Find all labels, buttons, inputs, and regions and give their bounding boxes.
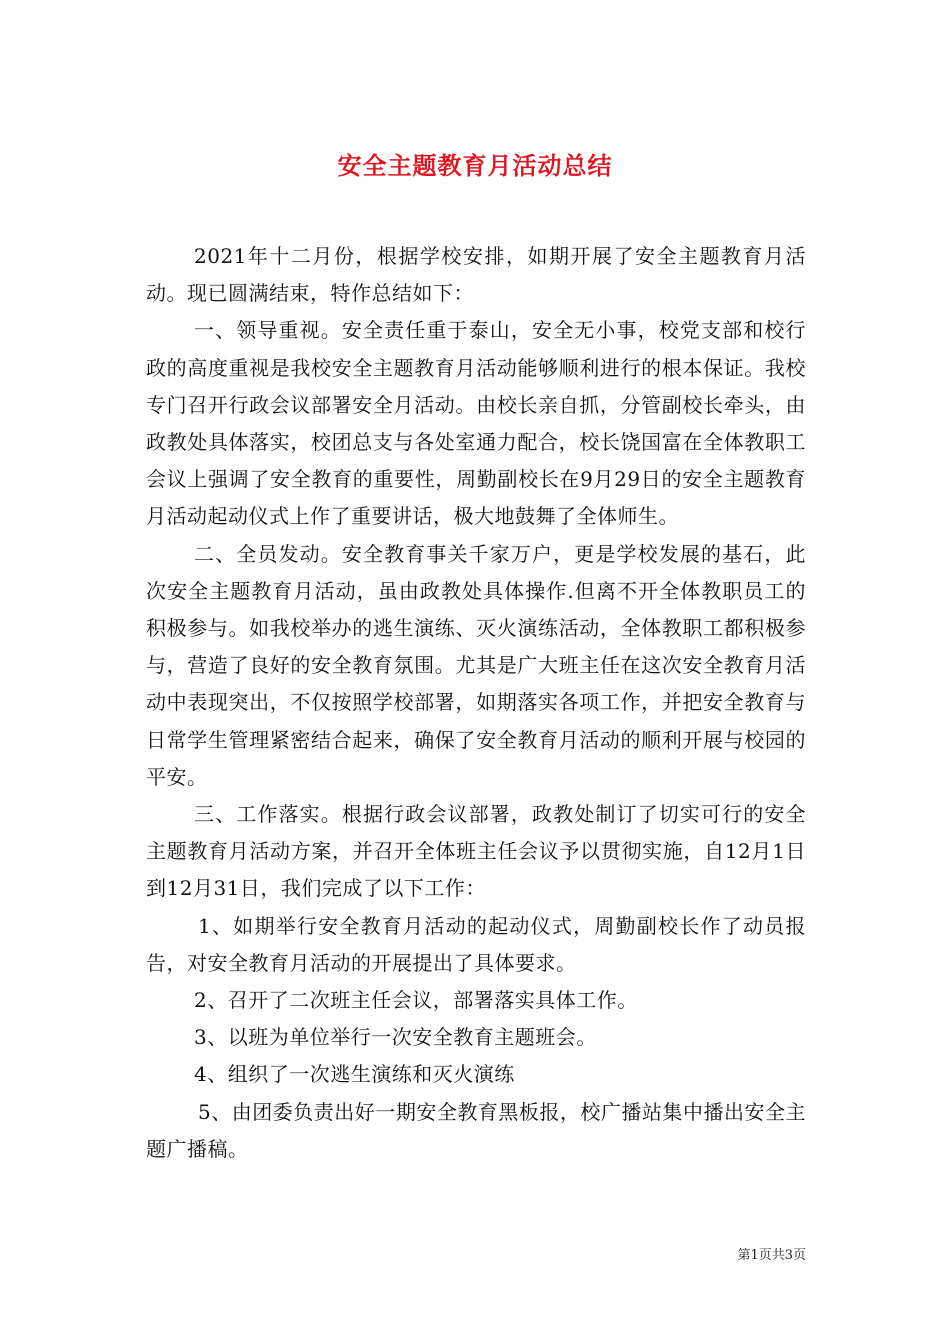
list-item-2: 2、召开了二次班主任会议，部署落实具体工作。 bbox=[194, 988, 638, 1013]
document-body bbox=[146, 238, 806, 1168]
paragraph-section-3: 三、工作落实。根据行政会议部署，政教处制订了切实可行的安全主题教育月活动方案，并召开全体班主任会议予以贯彻实施，自12月1日到12月31日，我们完成了以下工作： bbox=[146, 802, 806, 901]
list-item-3: 3、以班为单位举行一次安全教育主题班会。 bbox=[194, 1025, 597, 1050]
paragraph-section-1: 一、领导重视。安全责任重于泰山，安全无小事，校党支部和校行政的高度重视是我校安全主题教育月活动能够顺利进行的根本保证。我校专门召开行政会议部署安全月活动。由校长亲自抓，分管副校长牵头，由政教处具体落实，校团总支与各处室通力配合，校长饶国富在全体教职工会议上强调了安全教育的重要性，周勤副校长在9月29日的安全主题教育月活动起动仪式上作了重要讲话，极大地鼓舞了全体师生。 bbox=[146, 318, 806, 529]
paragraph-intro: 2021年十二月份，根据学校安排，如期开展了安全主题教育月活动。现已圆满结束，特作总结如下： bbox=[146, 244, 806, 306]
paragraph-section-2: 二、全员发动。安全教育事关千家万户，更是学校发展的基石，此次安全主题教育月活动，虽由政教处具体操作.但离不开全体教职员工的积极参与。如我校举办的逃生演练、灭火演练活动，全体教职工都积极参与，营造了良好的安全教育氛围。尤其是广大班主任在这次安全教育月活动中表现突出，不仅按照学校部署，如期落实各项工作，并把安全教育与日常学生管理紧密结合起来，确保了安全教育月活动的顺利开展与校园的平安。 bbox=[146, 541, 806, 789]
list-item-4: 4、组织了一次逃生演练和灭火演练 bbox=[194, 1062, 515, 1087]
page-title: 安全主题教育月活动总结 bbox=[337, 151, 613, 181]
page-number: 第1页共3页 bbox=[737, 1248, 806, 1263]
list-item-1: 1、如期举行安全教育月活动的起动仪式，周勤副校长作了动员报告，对安全教育月活动的开展提出了具体要求。 bbox=[146, 913, 806, 975]
list-item-5: 5、由团委负责出好一期安全教育黑板报，校广播站集中播出安全主题广播稿。 bbox=[146, 1099, 806, 1161]
